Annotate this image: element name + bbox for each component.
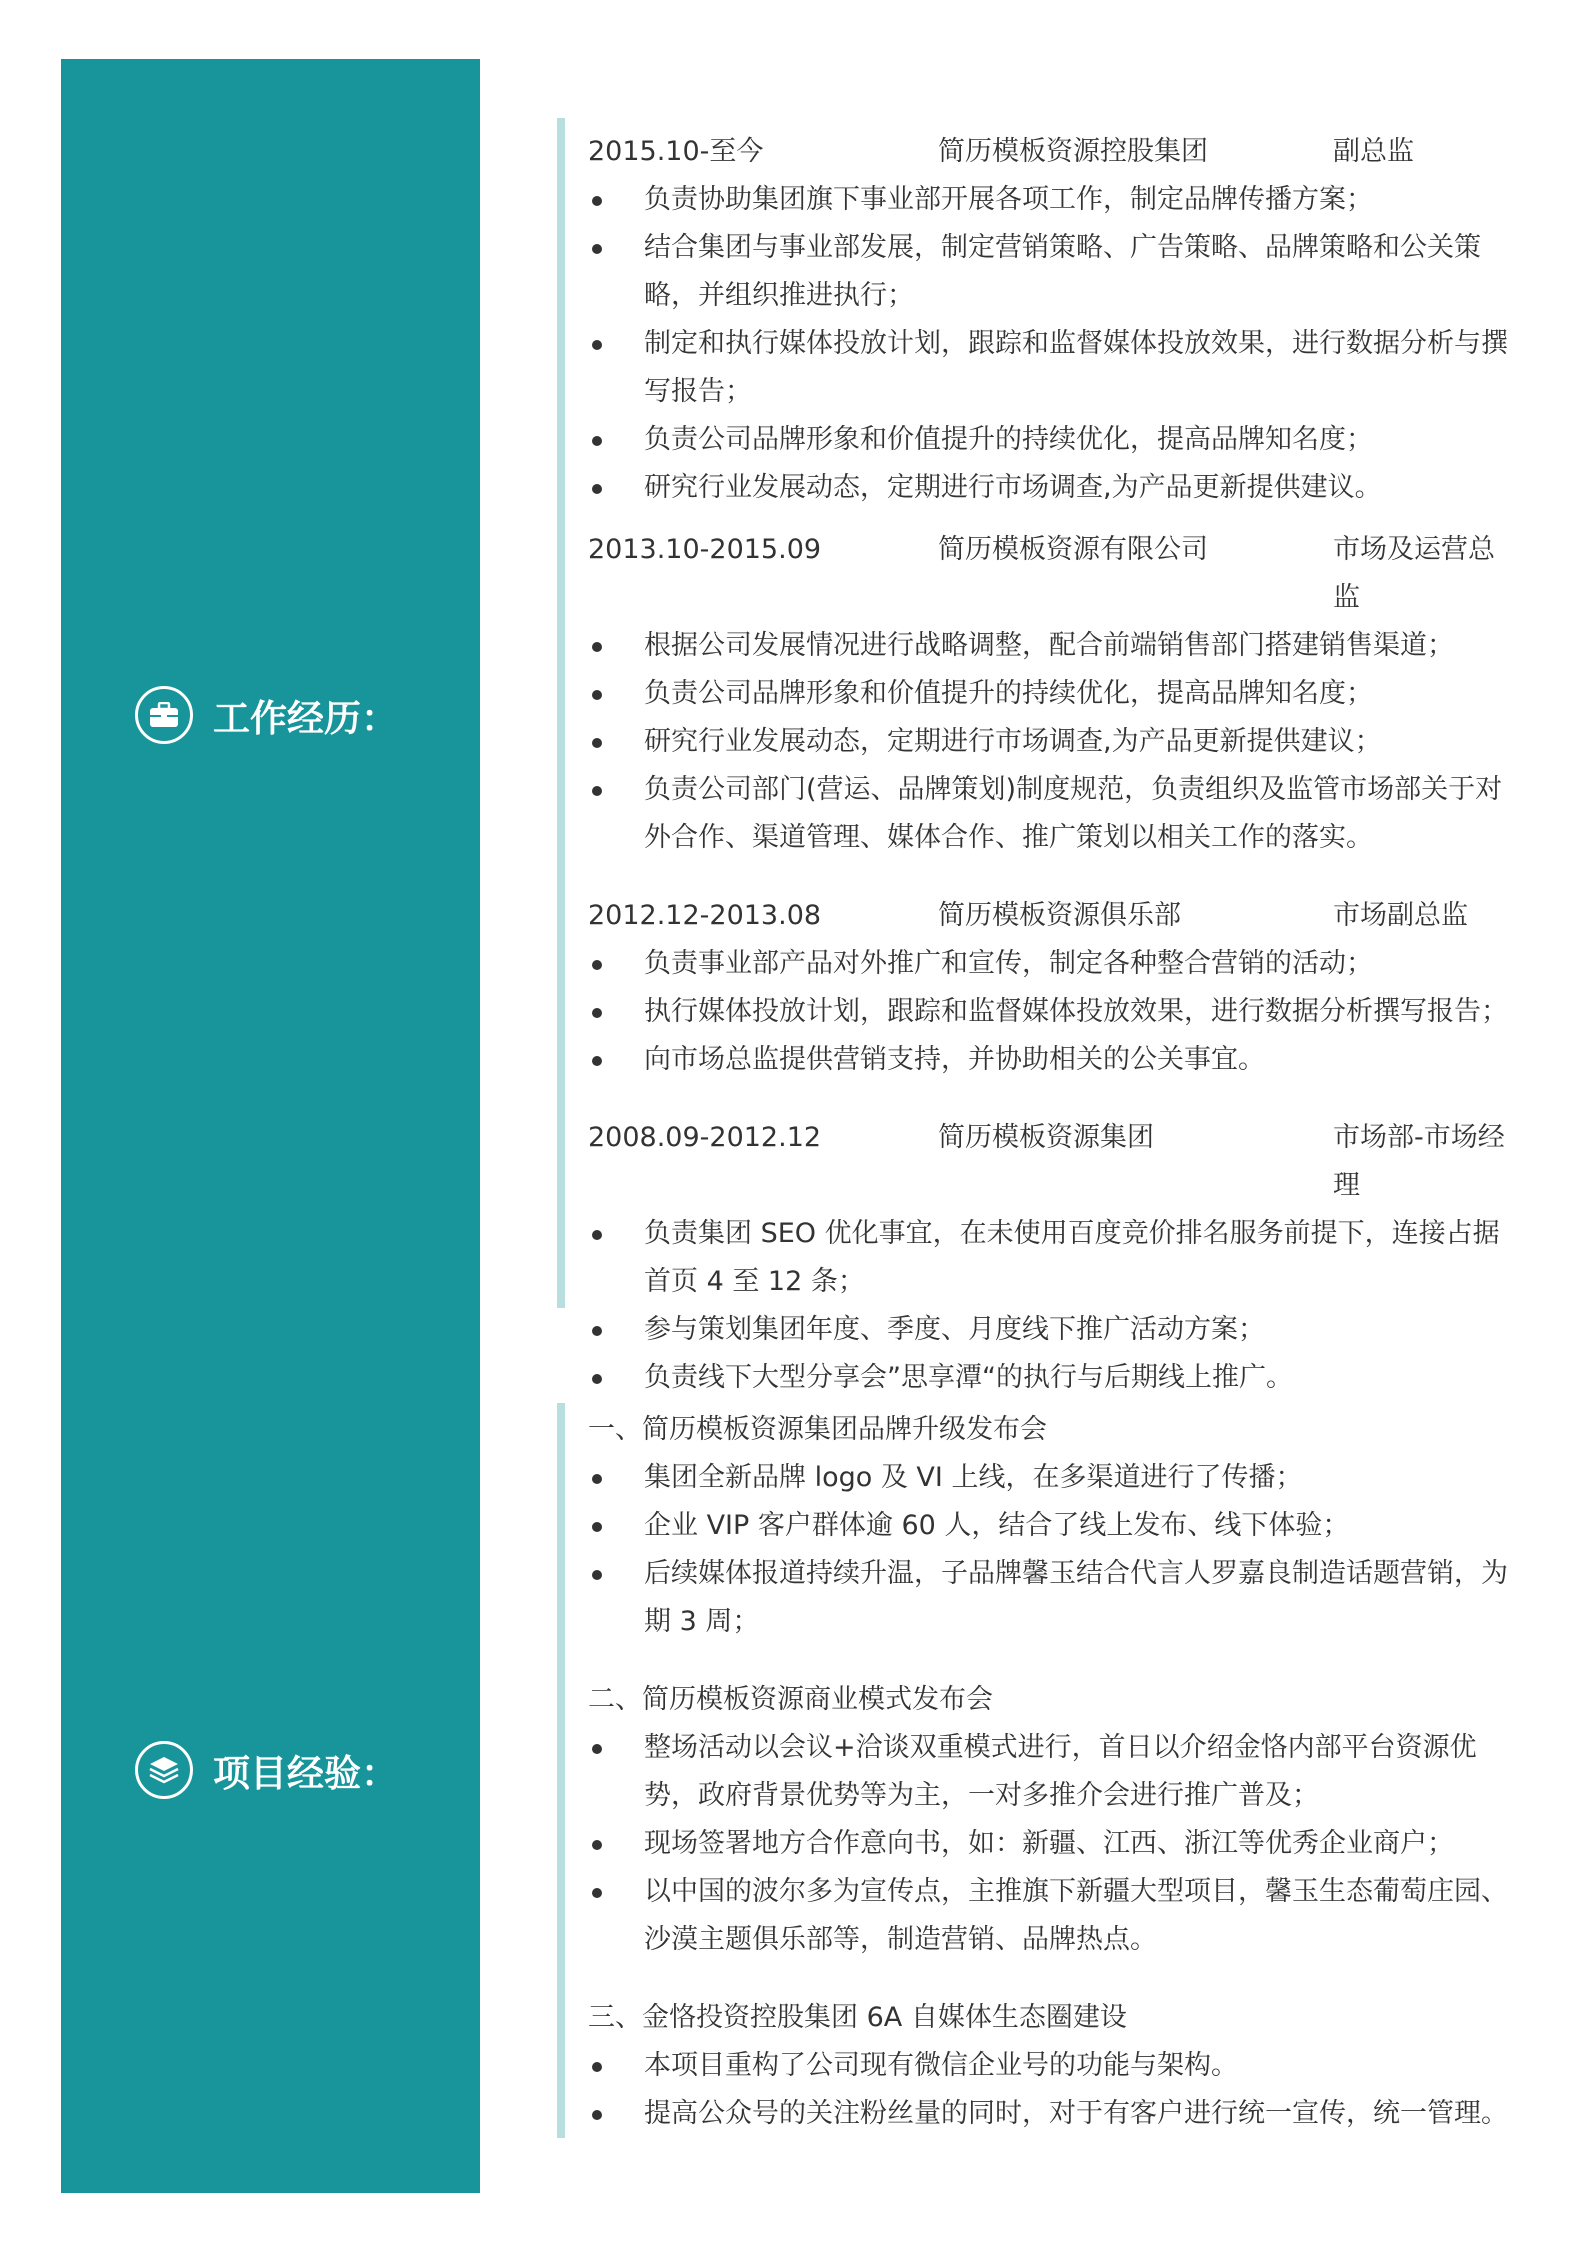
layers-icon: [135, 1741, 193, 1799]
briefcase-icon: [135, 686, 193, 744]
entry-duties: [588, 1210, 1518, 1402]
list-item: 负责事业部产品对外推广和宣传，制定各种整合营销的活动；: [588, 940, 1518, 988]
list-item: 整场活动以会议+洽谈双重模式进行，首日以介绍金恪内部平台资源优势，政府背景优势等为主，一对多推介会进行推广普及；: [588, 1724, 1518, 1820]
list-item: 负责集团 SEO 优化事宜，在未使用百度竞价排名服务前提下，连接占据首页 4 至 12 条；: [588, 1210, 1518, 1306]
spacer: [588, 862, 1518, 892]
list-item: 负责协助集团旗下事业部开展各项工作，制定品牌传播方案；: [588, 176, 1518, 224]
list-item: 负责线下大型分享会”思享潭“的执行与后期线上推广。: [588, 1354, 1518, 1402]
entry-role: 市场及运营总监: [1333, 534, 1495, 613]
entry-header: [588, 892, 1518, 940]
list-item: 根据公司发展情况进行战略调整，配合前端销售部门搭建销售渠道；: [588, 622, 1518, 670]
list-item: 以中国的波尔多为宣传点，主推旗下新疆大型项目，馨玉生态葡萄庄园、沙漠主题俱乐部等，制造营销、品牌热点。: [588, 1868, 1518, 1964]
work-section-title: 工作经历：: [213, 697, 398, 740]
list-item: 本项目重构了公司现有微信企业号的功能与架构。: [588, 2042, 1518, 2090]
entry-header: [588, 526, 1518, 622]
entry-duties: [588, 940, 1518, 1084]
list-item: 集团全新品牌 logo 及 VI 上线，在多渠道进行了传播；: [588, 1454, 1518, 1502]
list-item: 制定和执行媒体投放计划，跟踪和监督媒体投放效果，进行数据分析与撰写报告；: [588, 320, 1518, 416]
entry-date: 2013.10-2015.09: [588, 534, 822, 565]
list-item: 向市场总监提供营销支持，并协助相关的公关事宜。: [588, 1036, 1518, 1084]
work-section-label: [135, 686, 398, 744]
list-item: 提高公众号的关注粉丝量的同时，对于有客户进行统一宣传，统一管理。: [588, 2090, 1518, 2138]
entry-date: 2008.09-2012.12: [588, 1122, 822, 1153]
spacer: [588, 512, 1518, 526]
project-title: 二、简历模板资源商业模式发布会: [588, 1684, 993, 1715]
entry-role: 副总监: [1333, 136, 1414, 167]
list-item: 研究行业发展动态，定期进行市场调查,为产品更新提供建议；: [588, 718, 1518, 766]
project-entry: [588, 1994, 1518, 2138]
work-entry: [588, 892, 1518, 1084]
work-entry: [588, 128, 1518, 512]
list-item: 结合集团与事业部发展，制定营销策略、广告策略、品牌策略和公关策略，并组织推进执行；: [588, 224, 1518, 320]
project-section-label: [135, 1741, 398, 1799]
entry-role: 市场部-市场经理: [1333, 1122, 1505, 1201]
list-item: 后续媒体报道持续升温，子品牌馨玉结合代言人罗嘉良制造话题营销，为期 3 周；: [588, 1550, 1518, 1646]
entry-role: 市场副总监: [1333, 900, 1468, 931]
work-entry: [588, 526, 1518, 862]
project-points: [588, 2042, 1518, 2138]
entry-date: 2015.10-至今: [588, 136, 764, 167]
work-entry: [588, 1114, 1518, 1402]
work-content: [588, 128, 1518, 1402]
project-content: [588, 1406, 1518, 2138]
entry-company: 简历模板资源俱乐部: [938, 900, 1181, 931]
entry-company: 简历模板资源控股集团: [938, 136, 1208, 167]
entry-company: 简历模板资源集团: [938, 1122, 1154, 1153]
spacer: [588, 1646, 1518, 1676]
list-item: 负责公司品牌形象和价值提升的持续优化，提高品牌知名度；: [588, 670, 1518, 718]
list-item: 参与策划集团年度、季度、月度线下推广活动方案；: [588, 1306, 1518, 1354]
spacer: [588, 1964, 1518, 1994]
project-accent-line: [557, 1403, 565, 2138]
list-item: 企业 VIP 客户群体逾 60 人，结合了线上发布、线下体验；: [588, 1502, 1518, 1550]
list-item: 现场签署地方合作意向书，如：新疆、江西、浙江等优秀企业商户；: [588, 1820, 1518, 1868]
entry-duties: [588, 176, 1518, 512]
project-section-title: 项目经验：: [213, 1752, 398, 1795]
list-item: 负责公司品牌形象和价值提升的持续优化，提高品牌知名度；: [588, 416, 1518, 464]
work-accent-line: [557, 118, 565, 1308]
entry-company: 简历模板资源有限公司: [938, 534, 1208, 565]
project-points: [588, 1724, 1518, 1964]
project-points: [588, 1454, 1518, 1646]
list-item: 研究行业发展动态，定期进行市场调查,为产品更新提供建议。: [588, 464, 1518, 512]
project-entry: [588, 1406, 1518, 1646]
entry-header: [588, 1114, 1518, 1210]
entry-header: [588, 128, 1518, 176]
project-entry: [588, 1676, 1518, 1964]
sidebar: [61, 59, 480, 2193]
project-title: 一、简历模板资源集团品牌升级发布会: [588, 1414, 1047, 1445]
list-item: 执行媒体投放计划，跟踪和监督媒体投放效果，进行数据分析撰写报告；: [588, 988, 1518, 1036]
entry-date: 2012.12-2013.08: [588, 900, 822, 931]
project-title: 三、金恪投资控股集团 6A 自媒体生态圈建设: [588, 2002, 1127, 2033]
entry-duties: [588, 622, 1518, 862]
spacer: [588, 1084, 1518, 1114]
list-item: 负责公司部门(营运、品牌策划)制度规范，负责组织及监管市场部关于对外合作、渠道管理、媒体合作、推广策划以相关工作的落实。: [588, 766, 1518, 862]
